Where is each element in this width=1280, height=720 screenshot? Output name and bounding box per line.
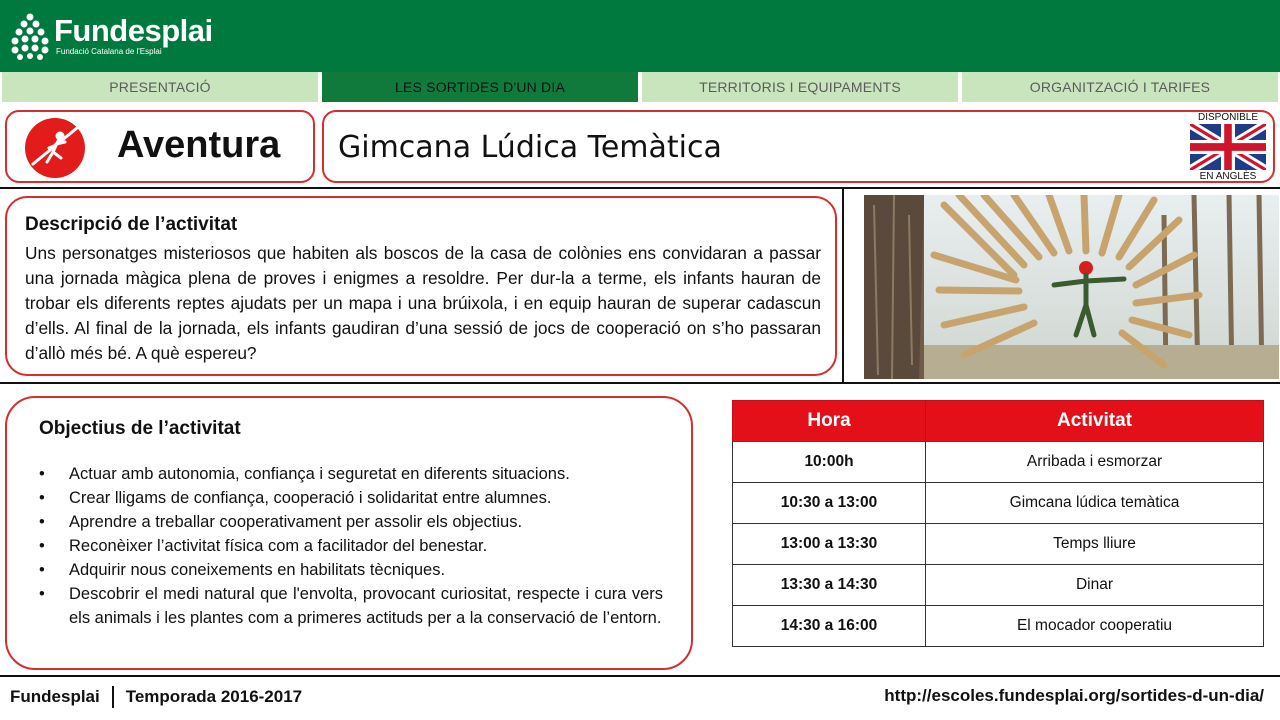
table-row (733, 483, 1264, 524)
main-nav (0, 72, 1280, 104)
schedule-time: 13:30 a 14:30 (733, 565, 926, 606)
language-badge (1187, 112, 1269, 182)
schedule-time: 14:30 a 16:00 (733, 606, 926, 647)
top-bar (0, 0, 1280, 72)
objective-item: • Aprendre a treballar cooperativament per assolir els objectius. (37, 510, 663, 534)
objectives-list (37, 462, 663, 630)
nav-tab-organitzacio[interactable]: ORGANITZACIÓ I TARIFES (960, 72, 1280, 104)
footer-left (10, 686, 302, 708)
schedule-header-row (733, 401, 1264, 442)
brand-subtitle: Fundació Catalana de l'Esplai (56, 47, 162, 56)
language-label-top: DISPONIBLE (1197, 112, 1259, 123)
fundesplai-logo-icon (10, 12, 50, 60)
table-row (733, 524, 1264, 565)
table-row (733, 606, 1264, 647)
brand-name: Fundesplai (54, 13, 213, 48)
description-heading: Descripció de l’activitat (25, 214, 238, 235)
language-label-bottom: EN ANGLÈS (1199, 171, 1257, 182)
category-title: Aventura (117, 124, 281, 166)
uk-flag-icon (1190, 124, 1266, 170)
objective-item: • Descobrir el medi natural que l'envolta, provocant curiositat, respecte i cura vers els animals i les plantes com a primeres actituds per a la conservació de l’entorn. (37, 582, 663, 630)
nav-tab-territoris[interactable]: TERRITORIS I EQUIPAMENTS (640, 72, 960, 104)
category-box (5, 110, 315, 183)
objective-item: • Actuar amb autonomia, confiança i seguretat en diferents situacions. (37, 462, 663, 486)
schedule-header-hora: Hora (733, 401, 926, 442)
description-text: Uns personatges misteriosos que habiten als boscos de la casa de colònies ens convidaran a passar una jornada màgica plena de proves i enigmes a resoldre. Per dur-la a terme, els infants hauran de trobar els diferents reptes ajudats per un mapa i una brúixola, i en equip hauran de superar cadascun d’ells. Al final de la jornada, els infants gaudiran d’una sessió de jocs de cooperació on s’ho passaran d’allò més bé. A què espereu? (25, 243, 821, 363)
footer-separator (112, 686, 114, 708)
schedule-activity: Dinar (926, 565, 1264, 606)
activity-title: Gimcana Lúdica Temàtica (338, 130, 722, 165)
description-box (5, 196, 837, 376)
objectives-heading: Objectius de l’activitat (39, 418, 241, 439)
schedule-time: 10:00h (733, 442, 926, 483)
table-row (733, 442, 1264, 483)
nav-tab-presentacio[interactable]: PRESENTACIÓ (0, 72, 320, 104)
schedule-time: 10:30 a 13:00 (733, 483, 926, 524)
climber-icon (25, 118, 85, 178)
divider-footer (0, 675, 1280, 677)
brand-logo[interactable] (10, 8, 213, 64)
divider-top (0, 187, 1280, 189)
activity-title-box (322, 110, 1275, 183)
objectives-box (5, 396, 693, 670)
footer-season: Temporada 2016-2017 (125, 687, 303, 706)
schedule-activity: El mocador cooperatiu (926, 606, 1264, 647)
divider-vertical (842, 188, 844, 383)
footer (0, 678, 1280, 720)
schedule-activity: Gimcana lúdica temàtica (926, 483, 1264, 524)
objective-item: • Reconèixer l’activitat física com a facilitador del benestar. (37, 534, 663, 558)
footer-brand: Fundesplai (10, 687, 100, 706)
schedule-time: 13:00 a 13:30 (733, 524, 926, 565)
table-row (733, 565, 1264, 606)
schedule-header-activitat: Activitat (926, 401, 1264, 442)
schedule-activity: Arribada i esmorzar (926, 442, 1264, 483)
objective-item: • Crear lligams de confiança, cooperació i solidaritat entre alumnes. (37, 486, 663, 510)
activity-photo (864, 195, 1279, 379)
footer-url-link[interactable]: http://escoles.fundesplai.org/sortides-d-un-dia/ (884, 686, 1264, 705)
nav-tab-sortides[interactable]: LES SORTIDES D'UN DIA (320, 72, 640, 104)
schedule-activity: Temps lliure (926, 524, 1264, 565)
divider-middle (0, 382, 1280, 384)
objective-item: • Adquirir nous coneixements en habilitats tècniques. (37, 558, 663, 582)
schedule-table (732, 400, 1264, 647)
